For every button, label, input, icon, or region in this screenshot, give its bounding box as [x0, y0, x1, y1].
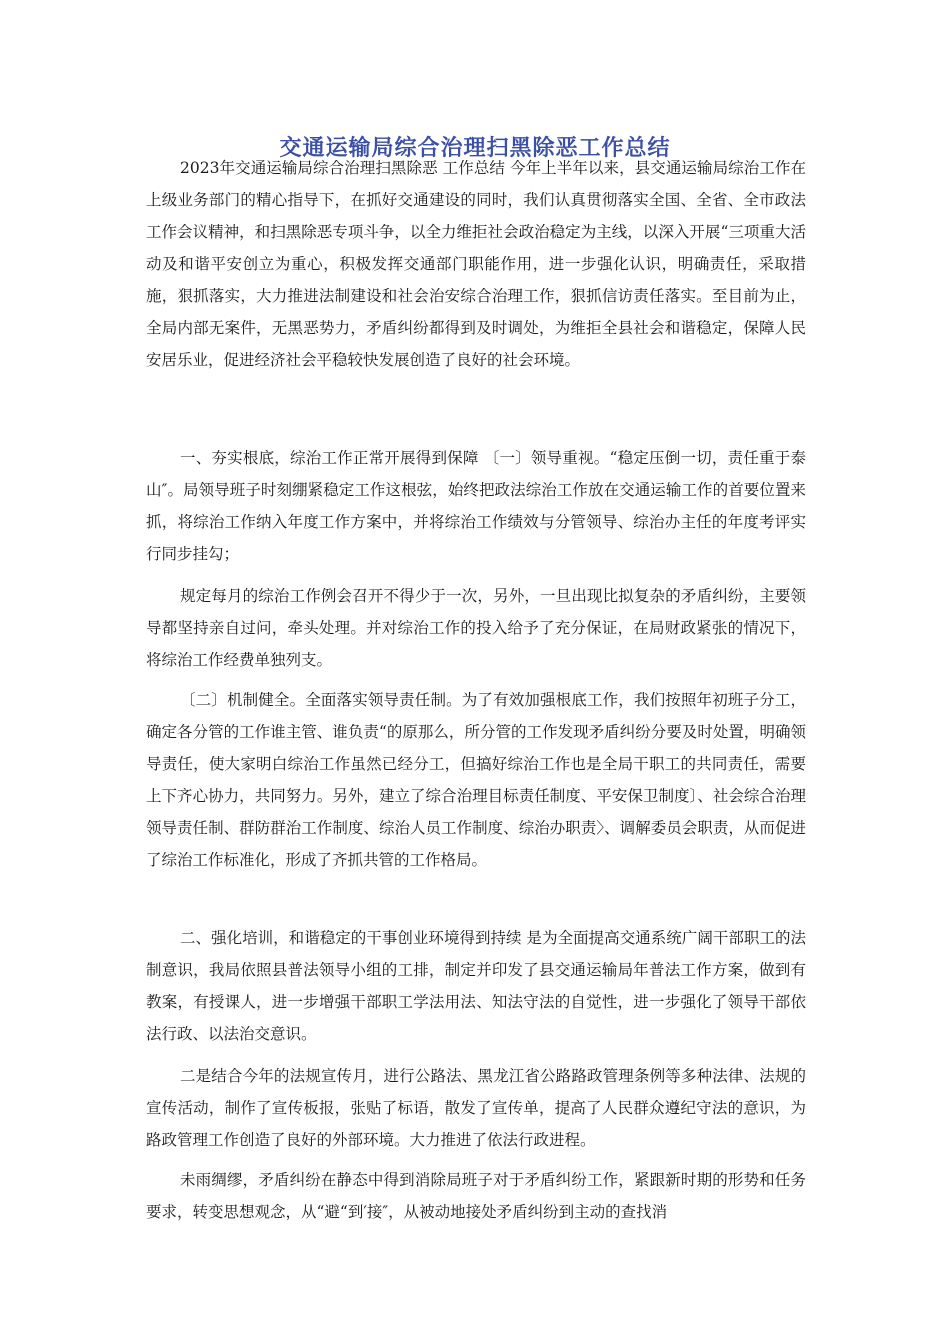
paragraph-dispute-prevention: 未雨绸缪，矛盾纠纷在静态中得到消除局班子对于矛盾纠纷工作，紧跟新时期的形势和任务要求，转变思想观念，从“避“到′接″，从被动地接处矛盾纠纷到主动的查找消 [146, 1171, 806, 1221]
paragraph-mechanism: 〔二〕机制健全。全面落实领导责任制。为了有效加强根底工作，我们按照年初班子分工，确定各分管的工作谁主管、谁负责“的原那么，所分管的工作发现矛盾纠纷分要及时处置，明确领导责任，使大家明白综治工作虽然已经分工，但搞好综治工作也是全局干职工的共同责任，需要上下齐心协力，共同努力。另外，建立了综合治理目标责任制度、平安保卫制度〕、社会综合治理领导责任制、群防群治工作制度、综治人员工作制度、综治办职责〉、调解委员会职责，从而促进了综治工作标准化，形成了齐抓共管的工作格局。 [146, 691, 806, 869]
document-title: 交通运输局综合治理扫黑除恶工作总结 [279, 136, 671, 161]
paragraph-intro: 2023年交通运输局综合治理扫黑除恶 工作总结 今年上半年以来，县交通运输局综治工作在上级业务部门的精心指导下，在抓好交通建设的同时，我们认真贯彻落实全国、全省、全市政法工作会议精神，和扫黑除恶专项斗争，以全力维拒社会政治稳定为主线，以深入开展“三项重大活动及和谐平安创立为重心，积极发挥交通部门职能作用，进一步强化认识，明确责任，采取措施，狠抓落实，大力推进法制建设和社会治安综合治理工作，狠抓信访责任落实。至目前为止，全局内部无案件，无黑恶势力，矛盾纠纷都得到及时调处，为维拒全县社会和谐稳定，保障人民安居乐业，促进经济社会平稳较快发展创造了良好的社会环境。 [146, 159, 806, 369]
paragraph-monthly-meeting: 规定每月的综治工作例会召开不得少于一次，另外，一旦出现比拟复杂的矛盾纠纷，主要领导都坚持亲自过问，牵头处理。并对综治工作的投入给予了充分保证，在局财政紧张的情况下，将综治工作经费单独列支。 [146, 587, 806, 669]
paragraph-law-publicity: 二是结合今年的法规宣传月，进行公路法、黑龙江省公路路政管理条例等多种法律、法规的宣传活动，制作了宣传板报，张贴了标语，散发了宣传单，提高了人民群众遵纪守法的意识，为路政管理工作创造了良好的外部环境。大力推进了依法行政进程。 [146, 1067, 806, 1149]
paragraph-section-one-leadership: 一、夯实根底，综治工作正常开展得到保障 〔一〕领导重视。“稳定压倒一切，责任重于泰山″。局领导班子时刻绷紧稳定工作这根弦，始终把政法综治工作放在交通运输工作的首要位置来抓，将综治工作纳入年度工作方案中，并将综治工作绩效与分管领导、综治办主任的年度考评实行同步挂勾； [146, 449, 806, 563]
paragraph-section-two-training: 二、强化培训，和谐稳定的干事创业环境得到持续 是为全面提高交通系统广阔干部职工的法制意识，我局依照县普法领导小组的工排，制定并印发了县交通运输局年普法工作方案，做到有教案，有授课人，进一步增强干部职工学法用法、知法守法的自觉性，进一步强化了领导干部依法行政、以法治交意识。 [146, 929, 806, 1043]
